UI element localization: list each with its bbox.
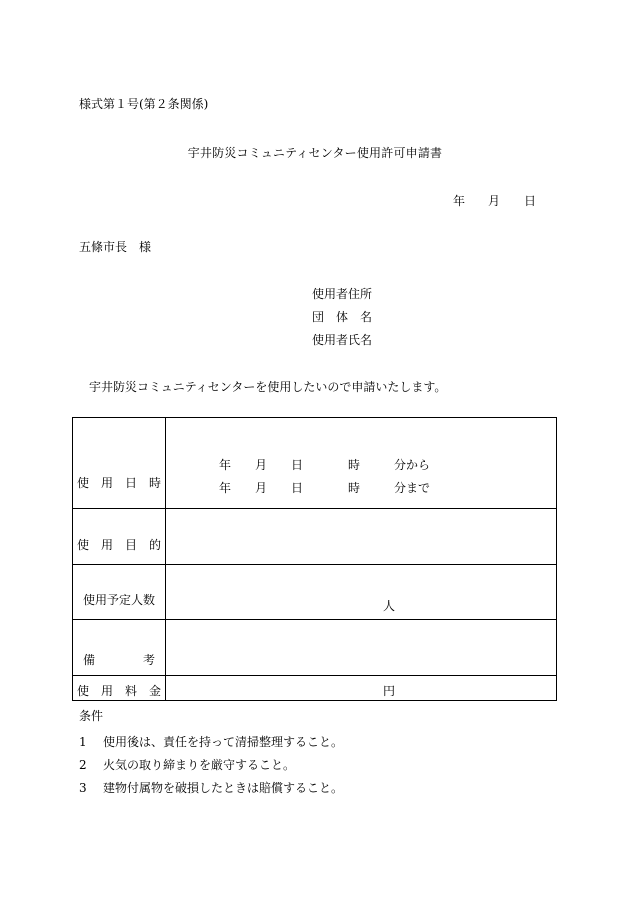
from-month-label: 月 bbox=[255, 458, 268, 472]
applicant-name-label: 使用者氏名 bbox=[312, 333, 373, 347]
usage-purpose-label: 使 用 目 的 bbox=[76, 538, 161, 552]
condition-text: 建物付属物を破損したときは賠償すること。 bbox=[103, 781, 344, 795]
fee-unit: 円 bbox=[383, 684, 396, 698]
condition-number: 1 bbox=[79, 735, 87, 749]
from-hour-label: 時 bbox=[348, 458, 361, 472]
from-year-label: 年 bbox=[219, 458, 232, 472]
condition-text: 火気の取り締まりを厳守すること。 bbox=[103, 758, 296, 772]
condition-number: 3 bbox=[79, 781, 87, 795]
usage-fee-label: 使 用 料 金 bbox=[76, 684, 161, 698]
condition-item bbox=[79, 782, 343, 794]
to-hour-label: 時 bbox=[348, 481, 361, 495]
request-statement: 宇井防災コミュニティセンターを使用したいので申請いたします。 bbox=[89, 380, 447, 394]
condition-number: 2 bbox=[79, 758, 87, 772]
table-row-divider bbox=[73, 675, 556, 676]
condition-item bbox=[79, 736, 343, 748]
table-column-divider bbox=[165, 418, 166, 700]
to-month-label: 月 bbox=[255, 481, 268, 495]
planned-people-label: 使用予定人数 bbox=[82, 593, 155, 607]
table-row-divider bbox=[73, 564, 556, 565]
from-minute-label: 分から bbox=[394, 458, 431, 472]
form-number: 様式第１号(第２条関係) bbox=[79, 97, 209, 111]
remarks-label: 備 考 bbox=[82, 653, 155, 667]
table-row-divider bbox=[73, 508, 556, 509]
applicant-address-label: 使用者住所 bbox=[312, 287, 373, 301]
people-unit: 人 bbox=[383, 599, 396, 613]
table-row-divider bbox=[73, 619, 556, 620]
to-year-label: 年 bbox=[219, 481, 232, 495]
to-minute-label: 分まで bbox=[394, 481, 431, 495]
applicant-group-label: 団 体 名 bbox=[312, 310, 373, 324]
condition-item bbox=[79, 759, 295, 771]
usage-datetime-label: 使 用 日 時 bbox=[76, 476, 161, 490]
date-day-label: 日 bbox=[524, 194, 537, 208]
addressee: 五條市長 様 bbox=[79, 240, 152, 254]
date-year-label: 年 bbox=[453, 194, 466, 208]
document-title: 宇井防災コミュニティセンター使用許可申請書 bbox=[187, 146, 443, 160]
conditions-heading: 条件 bbox=[79, 709, 104, 723]
application-table bbox=[72, 417, 557, 701]
condition-text: 使用後は、責任を持って清掃整理すること。 bbox=[103, 735, 344, 749]
to-day-label: 日 bbox=[291, 481, 304, 495]
from-day-label: 日 bbox=[291, 458, 304, 472]
date-month-label: 月 bbox=[488, 194, 501, 208]
